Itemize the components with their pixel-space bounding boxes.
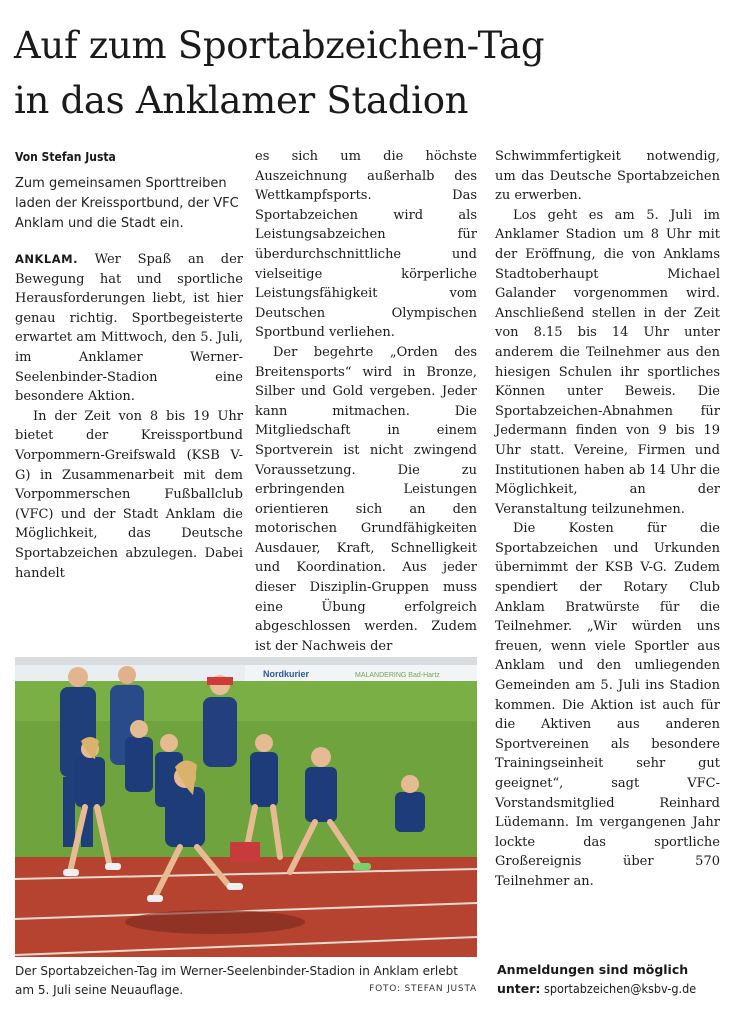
signup-email-link[interactable]: sportabzeichen@ksbv-g.de [540,981,697,996]
lead-text: Zum gemeinsamen Sporttreiben laden der Kreissportbund, der VFC Anklam und die Stadt ein. [15,176,239,231]
caption-text: Der Sportabzeichen-Tag im Werner-Seelenbinder-Stadion in Anklam erlebt am 5. Juli seine Neuauflage. [15,964,458,997]
headline [14,18,724,128]
paragraph-text: Wer Spaß an der Bewegung hat und sportliche Herausforderungen liebt, ist hier genau richtig. Sportbegeisterte erwartet am Mittwoch, den 5. Juli, im Anklamer Werner-Seelenbinder-Stadion eine besondere Aktion. [15,252,243,405]
column-2 [255,147,477,656]
photo-credit: FOTO: STEFAN JUSTA [369,984,477,994]
article-paragraph: In der Zeit von 8 bis 19 Uhr bietet der Kreissportbund Vorpommern-Greifswald (KSB V-G) in Zusammenarbeit mit dem Vorpommerschen Fußballclub (VFC) und der Stadt Anklam die Möglichkeit, das Deutsche Sportabzeichen abzulegen. Dabei handelt [15,408,243,581]
article-paragraph: Der begehrte „Orden des Breitensports“ wird in Bronze, Silber und Gold vergeben. Jeder kann mitmachen. Die Mitgliedschaft in einem Sportverein ist nicht zwingend Voraussetzung. Die zu erbringenden Leistungen orientieren sich an den motorischen Grundfähigkeiten Ausdauer, Kraft, Schnelligkeit und Koordination. Aus jeder dieser Disziplin-Gruppen muss eine Übung erfolgreich abgeschlossen werden. Zudem ist der Nachweis der [255,344,477,654]
dateline: ANKLAM. [15,252,78,266]
article-paragraph: Schwimmfertigkeit notwendig, um das Deutsche Sportabzeichen zu erwerben. [495,149,720,204]
article-photo [15,657,477,957]
headline-line-2: in das Anklamer Stadion [14,79,469,122]
article-paragraph: Los geht es am 5. Juli im Anklamer Stadion um 8 Uhr mit der Eröffnung, die von Anklams Stadtoberhaupt Michael Galander vorgenommen wird. Anschließend stellen in der Zeit von 8.15 bis 14 Uhr unter anderem die Teilnehmer aus den hiesigen Schulen ihr sportliches Können unter Beweis. Die Sportabzeichen-Abnahmen für Jedermann finden von 9 bis 19 Uhr statt. Vereine, Firmen und Institutionen haben ab 14 Uhr die Möglichkeit, an der Veranstaltung teilzunehmen. [495,207,720,517]
signup-label: Anmeldungen sind möglich unter: [497,962,689,996]
article-paragraph: es sich um die höchste Auszeichnung außerhalb des Wettkampfsports. Das Sportabzeichen wird als Leistungsabzeichen für überdurchschnittliche und vielseitige körperliche Leistungsfähigkeit vom Deutschen Olympischen Sportbund verliehen. [255,149,477,341]
banner-text-2: MALANDERING Bad-Hartz [355,672,440,679]
photo-caption [15,962,477,1000]
article-paragraph [15,250,243,407]
column-1 [15,147,243,583]
signup-note [497,960,722,998]
banner-text: Nordkurier [263,669,310,679]
author-byline: Von Stefan Justa [15,150,116,164]
column-3 [495,147,720,892]
photo-illustration [15,657,477,957]
headline-line-1: Auf zum Sportabzeichen-Tag [14,24,545,67]
article-paragraph: Die Kosten für die Sportabzeichen und Urkunden übernimmt der KSB V-G. Zudem spendiert der Rotary Club Anklam Bratwürste für die Teilnehmer. „Wir würden uns freuen, wenn viele Sportler aus Anklam und den umliegenden Gemeinden am 5. Juli ins Stadion kommen. Die Aktion ist auch für die Aktiven aus anderen Sportvereinen als besondere Trainingseinheit sehr gut geeignet“, sagt VFC-Vorstandsmitglied Reinhard Lüdemann. Im vergangenen Jahr lockte das sportliche Großereignis über 570 Teilnehmer an. [495,521,720,889]
